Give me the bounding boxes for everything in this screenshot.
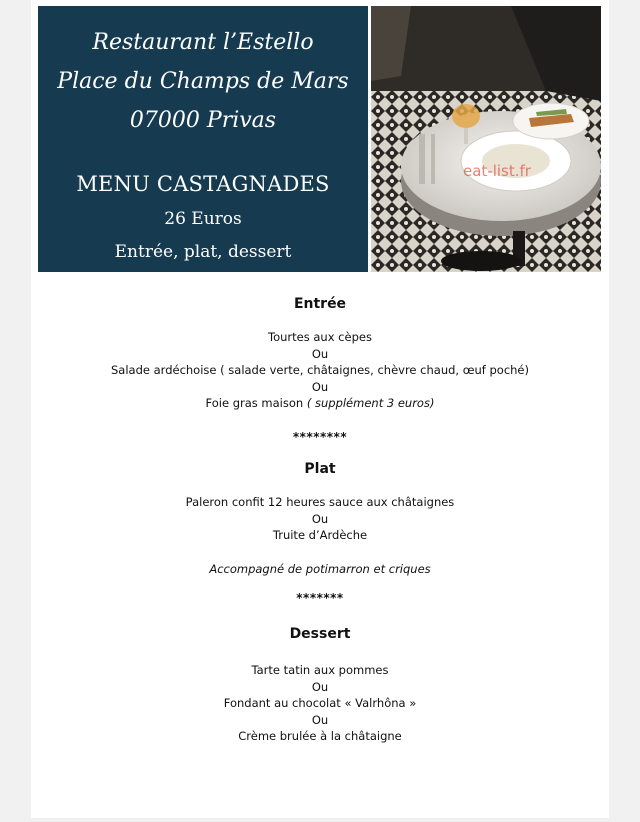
entree-or-1: Ou <box>311 347 329 361</box>
menu-price: 26 Euros <box>164 209 242 229</box>
plat-side: Accompagné de potimarron et criques <box>209 562 431 576</box>
menu-title: MENU CASTAGNADES <box>76 172 330 196</box>
entree-item-3 <box>31 396 609 410</box>
street-address: Place du Champs de Mars <box>57 69 349 94</box>
dessert-item-2: Fondant au chocolat « Valrhôna » <box>223 696 417 710</box>
plat-item-2: Truite d’Ardèche <box>272 528 368 542</box>
dessert-or-2: Ou <box>311 713 329 727</box>
dessert-or-1: Ou <box>311 680 329 694</box>
plat-separator: ******* <box>296 591 344 605</box>
table-illustration <box>371 6 601 272</box>
city-address: 07000 Privas <box>129 108 277 133</box>
watermark-text: eat-list.fr <box>463 162 531 180</box>
entree-item-3-note: ( supplément 3 euros) <box>306 396 435 410</box>
dessert-heading: Dessert <box>289 626 351 642</box>
entree-separator: ******** <box>292 430 348 444</box>
menu-courses: Entrée, plat, dessert <box>114 242 292 262</box>
plat-or-1: Ou <box>311 512 329 526</box>
dessert-item-3: Crème brulée à la châtaigne <box>238 729 402 743</box>
restaurant-table-photo <box>371 6 601 272</box>
header-panel <box>38 6 368 272</box>
dessert-item-1: Tarte tatin aux pommes <box>251 663 389 677</box>
entree-heading: Entrée <box>293 296 347 312</box>
restaurant-name: Restaurant l’Estello <box>92 30 314 55</box>
menu-page <box>31 0 609 818</box>
entree-item-3-main: Foie gras maison <box>205 396 304 410</box>
entree-item-1: Tourtes aux cèpes <box>268 330 372 344</box>
entree-item-2: Salade ardéchoise ( salade verte, châtaignes, chèvre chaud, œuf poché) <box>111 363 529 377</box>
plat-item-1: Paleron confit 12 heures sauce aux châtaignes <box>185 495 455 509</box>
plat-heading: Plat <box>304 461 336 477</box>
entree-or-2: Ou <box>311 380 329 394</box>
